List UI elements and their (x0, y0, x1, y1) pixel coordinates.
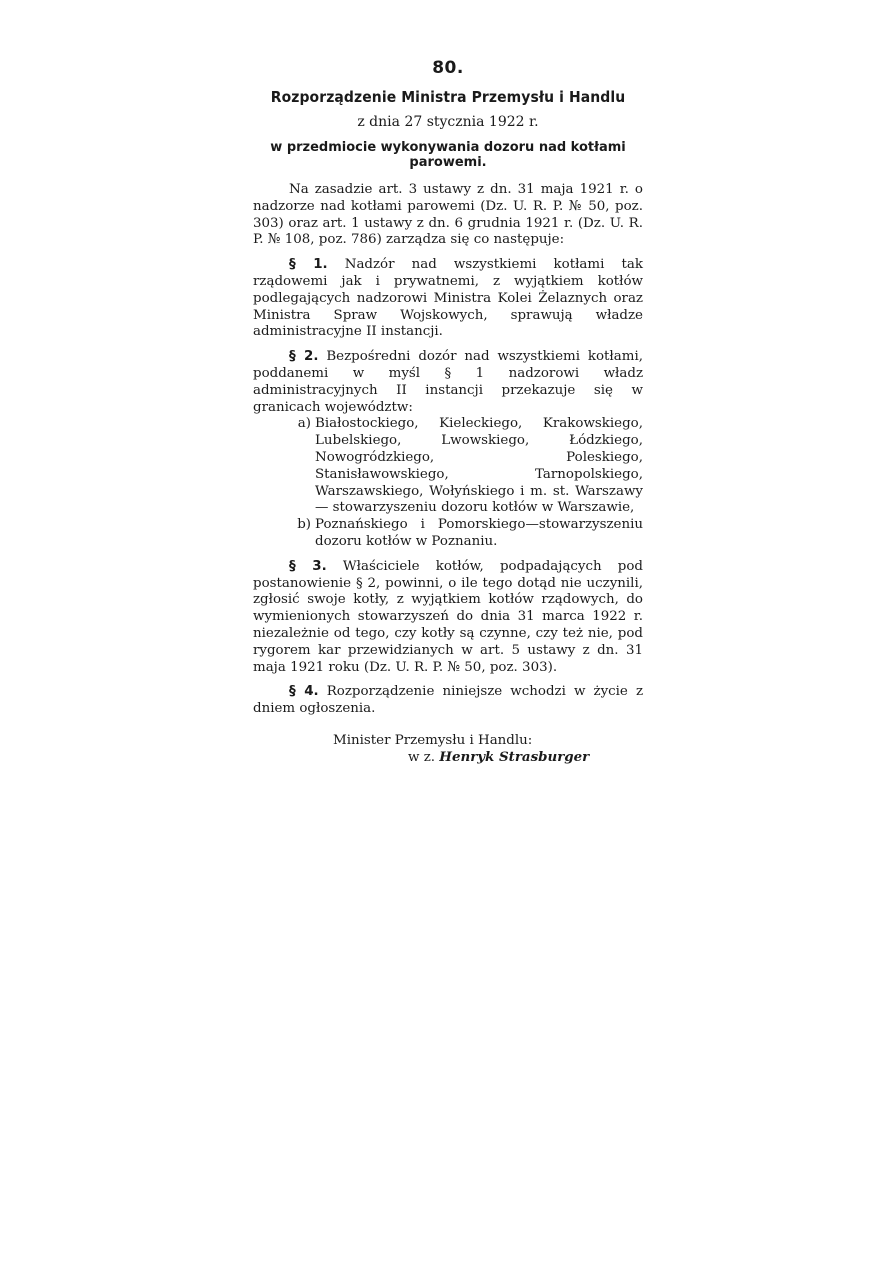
paragraph-1-mark: § 1. (289, 257, 328, 273)
paragraph-3-mark: § 3. (289, 558, 327, 574)
paragraph-4 (253, 684, 643, 718)
document-date: z dnia 27 stycznia 1922 r. (357, 114, 539, 130)
document-title: Rozporządzenie Ministra Przemysłu i Handlu (270, 88, 626, 106)
list-item-text: Białostockiego, Kieleckiego, Krakowskiego, Lubelskiego, Lwowskiego, Łódzkiego, Nowogródzkiego, Poleskiego, Stanisławowskiego, Tarnopolskiego, Warszawskiego, Wołyńskiego i m. st. Warszawy — stowarzyszeniu dozoru kotłów w Warszawie, (315, 416, 643, 516)
voivodeship-list (253, 416, 643, 550)
document-page (253, 58, 643, 766)
paragraph-3 (253, 559, 643, 677)
paragraph-1-text: Nadzór nad wszystkiemi kotłami tak rządowemi jak i prywatnemi, z wyjątkiem kotłów podlegających nadzorowi Ministra Kolei Żelaznych oraz Ministra Spraw Wojskowych, sprawują władze administracyjne II instancji. (253, 257, 643, 340)
signature-line (253, 749, 643, 766)
paragraph-4-mark: § 4. (289, 684, 319, 700)
paragraph-2-text: Bezpośredni dozór nad wszystkiemi kotłami, poddanemi w myśl § 1 nadzorowi władz administracyjnych II instancji przekazuje się w granicach województw: (253, 349, 643, 415)
paragraph-4-text: Rozporządzenie niniejsze wchodzi w życie z dniem ogłoszenia. (253, 684, 643, 717)
signature-name: Henryk Strasburger (439, 748, 590, 765)
paragraph-3-text: Właściciele kotłów, podpadających pod postanowienie § 2, powinni, o ile tego dotąd nie uczynili, zgłosić swoje kotły, z wyjątkiem kotłów rządowych, do wymienionych stowarzyszeń do dnia 31 marca 1922 r. niezależnie od tego, czy kotły są czynne, czy też nie, pod rygorem kar przewidzianych w art. 5 ustawy z dn. 31 maja 1921 roku (Dz. U. R. P. № 50, poz. 303). (253, 558, 643, 675)
list-item (253, 517, 643, 551)
paragraph-2 (253, 349, 643, 416)
signature-title: Minister Przemysłu i Handlu: (333, 732, 533, 748)
list-item-text: Poznańskiego i Pomorskiego—stowarzyszeniu dozoru kotłów w Poznaniu. (315, 517, 643, 549)
signature-block (253, 732, 643, 766)
list-item-label: b) (297, 517, 311, 533)
signature-prefix: w z. (408, 749, 436, 765)
page-number: 80. (432, 58, 464, 78)
document-subject: w przedmiocie wykonywania dozoru nad kotłami parowemi. (270, 140, 626, 170)
list-item-label: a) (297, 416, 311, 432)
paragraph-2-mark: § 2. (289, 349, 319, 365)
paragraph-1 (253, 257, 643, 341)
preamble: Na zasadzie art. 3 ustawy z dn. 31 maja 1921 r. o nadzorze nad kotłami parowemi (Dz. U. R. P. № 50, poz. 303) oraz art. 1 ustawy z dn. 6 grudnia 1921 r. (Dz. U. R. P. № 108, poz. 786) zarządza się co następuje: (253, 182, 643, 248)
list-item (253, 416, 643, 517)
